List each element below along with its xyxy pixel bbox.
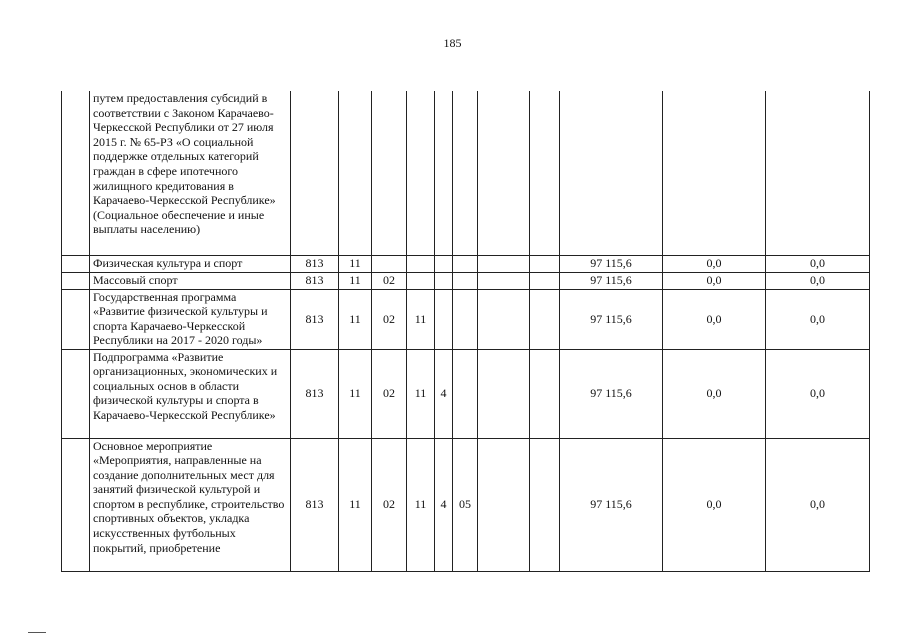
row-name-cell: Государственная программа «Развитие физической культуры и спорта Карачаево-Черкесской Республики на 2017 - 2020 годы» [90, 289, 291, 349]
row-number-cell [62, 289, 90, 349]
row-name-cell: Основное мероприятие «Мероприятия, направленные на создание дополнительных мест для занятий физической культурой и спортом в республике, строительство спортивных объектов, укладка искусственных футбольных покрытий, приобретение [90, 438, 291, 571]
program-code-cell [407, 255, 435, 272]
row-name-cell: Физическая культура и спорт [90, 255, 291, 272]
section-code-cell [339, 91, 372, 255]
sum-year1-cell [560, 91, 663, 255]
event-code-cell: 05 [453, 438, 478, 571]
sum-year2-cell: 0,0 [663, 349, 766, 438]
program-code-cell: 11 [407, 438, 435, 571]
program-code-cell: 11 [407, 349, 435, 438]
expense-type-cell [530, 438, 560, 571]
ministry-code-cell [291, 91, 339, 255]
sum-year1-cell: 97 115,6 [560, 272, 663, 289]
sum-year1-cell: 97 115,6 [560, 255, 663, 272]
program-code-cell: 11 [407, 289, 435, 349]
budget-table [61, 91, 870, 572]
sum-year2-cell: 0,0 [663, 289, 766, 349]
sum-year1-cell: 97 115,6 [560, 349, 663, 438]
sum-year3-cell: 0,0 [766, 255, 870, 272]
sum-year3-cell: 0,0 [766, 272, 870, 289]
table-row [62, 91, 870, 255]
sum-year2-cell: 0,0 [663, 272, 766, 289]
table-row [62, 272, 870, 289]
ministry-code-cell: 813 [291, 272, 339, 289]
row-number-cell [62, 91, 90, 255]
section-code-cell: 11 [339, 349, 372, 438]
table-row [62, 255, 870, 272]
expense-type-cell [530, 255, 560, 272]
expense-type-cell [530, 289, 560, 349]
sum-year3-cell [766, 91, 870, 255]
subsection-code-cell [372, 91, 407, 255]
expense-type-cell [530, 272, 560, 289]
table-row [62, 289, 870, 349]
expense-type-cell [530, 91, 560, 255]
program-code-cell [407, 272, 435, 289]
subsection-code-cell: 02 [372, 438, 407, 571]
event-code-cell [453, 272, 478, 289]
subsection-code-cell [372, 255, 407, 272]
sum-year3-cell: 0,0 [766, 289, 870, 349]
event-code-cell [453, 255, 478, 272]
subprogram-code-cell [435, 255, 453, 272]
row-name-cell: Подпрограмма «Развитие организационных, экономических и социальных основ в области физической культуры и спорта в Карачаево-Черкесской Республике» [90, 349, 291, 438]
subsection-code-cell: 02 [372, 349, 407, 438]
direction-code-cell [478, 349, 530, 438]
subprogram-code-cell [435, 289, 453, 349]
sum-year2-cell: 0,0 [663, 255, 766, 272]
section-code-cell: 11 [339, 255, 372, 272]
event-code-cell [453, 289, 478, 349]
row-name-cell: Массовый спорт [90, 272, 291, 289]
event-code-cell [453, 349, 478, 438]
table-row [62, 438, 870, 571]
margin-line [28, 632, 46, 633]
row-number-cell [62, 255, 90, 272]
direction-code-cell [478, 289, 530, 349]
direction-code-cell [478, 272, 530, 289]
event-code-cell [453, 91, 478, 255]
sum-year3-cell: 0,0 [766, 349, 870, 438]
ministry-code-cell: 813 [291, 349, 339, 438]
ministry-code-cell: 813 [291, 438, 339, 571]
expense-type-cell [530, 349, 560, 438]
subprogram-code-cell [435, 91, 453, 255]
subsection-code-cell: 02 [372, 289, 407, 349]
section-code-cell: 11 [339, 438, 372, 571]
sum-year2-cell [663, 91, 766, 255]
table-row [62, 349, 870, 438]
section-code-cell: 11 [339, 272, 372, 289]
page-number: 185 [443, 36, 462, 50]
row-name-cell: путем предоставления субсидий в соответствии с Законом Карачаево-Черкесской Республики от 27 июля 2015 г. № 65-РЗ «О социальной поддержке отдельных категорий граждан в сфере ипотечного жилищного кредитования в Карачаево-Черкесской Республике» (Социальное обеспечение и иные выплаты населению) [90, 91, 291, 255]
sum-year3-cell: 0,0 [766, 438, 870, 571]
section-code-cell: 11 [339, 289, 372, 349]
subprogram-code-cell [435, 272, 453, 289]
program-code-cell [407, 91, 435, 255]
ministry-code-cell: 813 [291, 255, 339, 272]
sum-year1-cell: 97 115,6 [560, 289, 663, 349]
subsection-code-cell: 02 [372, 272, 407, 289]
direction-code-cell [478, 91, 530, 255]
direction-code-cell [478, 438, 530, 571]
subprogram-code-cell: 4 [435, 349, 453, 438]
row-number-cell [62, 438, 90, 571]
ministry-code-cell: 813 [291, 289, 339, 349]
row-number-cell [62, 272, 90, 289]
row-number-cell [62, 349, 90, 438]
sum-year2-cell: 0,0 [663, 438, 766, 571]
sum-year1-cell: 97 115,6 [560, 438, 663, 571]
subprogram-code-cell: 4 [435, 438, 453, 571]
direction-code-cell [478, 255, 530, 272]
